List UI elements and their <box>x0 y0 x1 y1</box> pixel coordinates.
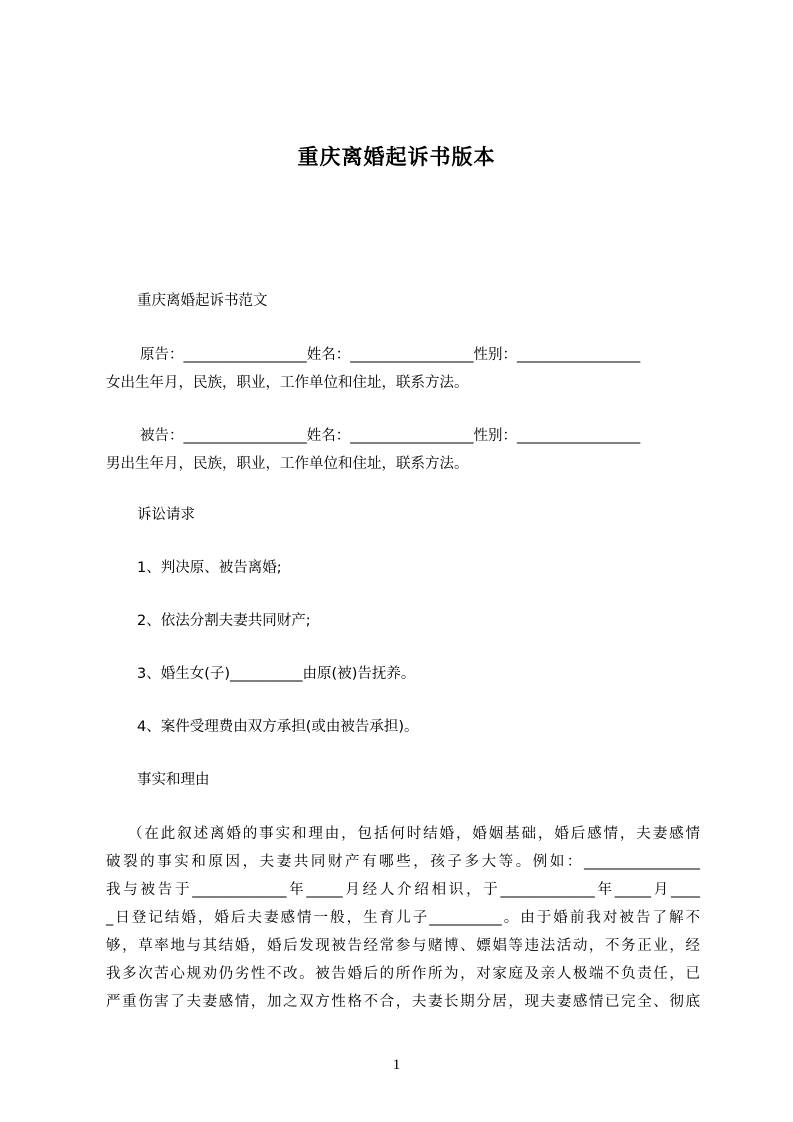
claims-heading: 诉讼请求 <box>137 507 195 523</box>
facts-paragraph-line: 破裂的事实和原因，夫妻共同财产有哪些，孩子多大等。例如：________________ <box>106 854 700 870</box>
facts-paragraph-line: _日登记结婚，婚后夫妻感情一般，生育儿子__________。由于婚前我对被告了解不 <box>106 910 700 926</box>
plaintiff-info-line: 女出生年月，民族，职业，工作单位和住址，联系方法。 <box>106 375 469 391</box>
page-number: 1 <box>392 1057 401 1073</box>
claim-item: 1、判决原、被告离婚; <box>137 560 282 576</box>
document-title: 重庆离婚起诉书版本 <box>297 145 496 169</box>
facts-paragraph-line: 严重伤害了夫妻感情，加之双方性格不合，夫妻长期分居，现夫妻感情已完全、彻底 <box>106 994 700 1010</box>
facts-heading: 事实和理由 <box>137 772 210 788</box>
facts-paragraph-line: 我与被告于_____________年_____月经人介绍相识，于_____________年_____月____ <box>106 882 700 898</box>
claim-item: 3、婚生女(子)__________由原(被)告抚养。 <box>137 666 416 682</box>
defendant-fields-line: 被告：_________________姓名：_________________性别：_________________ <box>140 428 641 444</box>
claim-item: 4、案件受理费由双方承担(或由被告承担)。 <box>137 719 419 735</box>
facts-paragraph-line: （在此叙述离婚的事实和理由，包括何时结婚，婚姻基础，婚后感情，夫妻感情 <box>128 826 700 842</box>
claim-item: 2、依法分割夫妻共同财产; <box>137 613 311 629</box>
plaintiff-fields-line: 原告：_________________姓名：_________________性别：_________________ <box>140 347 641 363</box>
defendant-info-line: 男出生年月，民族，职业，工作单位和住址，联系方法。 <box>106 456 469 472</box>
section-heading-sample: 重庆离婚起诉书范文 <box>137 293 268 309</box>
facts-paragraph-line: 够，草率地与其结婚，婚后发现被告经常参与赌博、嫖娼等违法活动，不务正业，经 <box>106 938 700 954</box>
facts-paragraph-line: 我多次苦心规劝仍劣性不改。被告婚后的所作所为，对家庭及亲人极端不负责任，已 <box>106 966 700 982</box>
